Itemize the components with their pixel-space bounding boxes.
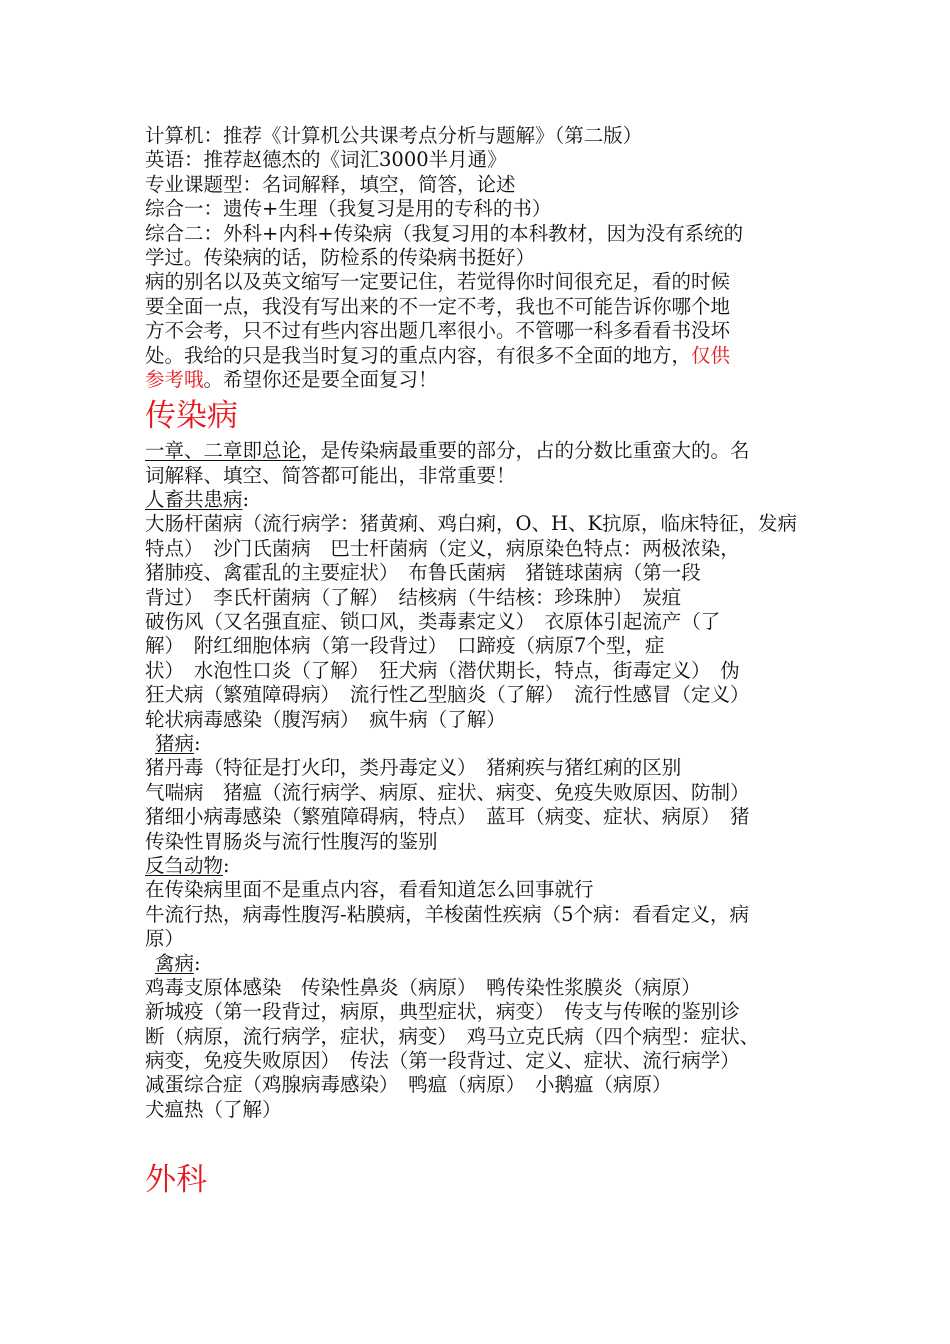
intro-line: 学过。传染病的话，防检系的传染病书挺好） xyxy=(145,245,536,269)
subheading-label: 禽病 xyxy=(155,951,195,975)
subheading-poultry xyxy=(145,952,810,976)
overview-line xyxy=(145,439,810,463)
intro-block xyxy=(145,124,810,392)
intro-line: 方不会考，只不过有些内容出题几率很小。不管哪一科多看看书没坏 xyxy=(145,319,731,343)
subheading-colon: : xyxy=(223,853,230,877)
list-line: 新城疫（第一段背过，病原，典型症状，病变） 传支与传喉的鉴别诊 xyxy=(145,1000,740,1024)
intro-text: 处。我给的只是我当时复习的重点内容，有很多不全面的地方， xyxy=(145,343,692,367)
list-line: 猪丹毒（特征是打火印，类丹毒定义） 猪痢疾与猪红痢的区别 xyxy=(145,756,682,780)
subheading-label: 猪病 xyxy=(155,731,195,755)
intro-line: 病的别名以及英文缩写一定要记住，若觉得你时间很充足，看的时候 xyxy=(145,270,731,294)
intro-line xyxy=(145,368,810,392)
intro-line: 综合一：遗传+生理（我复习是用的专科的书） xyxy=(145,197,552,221)
intro-text: 。希望你还是要全面复习！ xyxy=(203,367,438,391)
intro-highlight: 仅供 xyxy=(691,343,731,367)
subheading-colon: : xyxy=(194,731,201,755)
intro-line xyxy=(145,344,810,368)
list-line: 牛流行热，病毒性腹泻-粘膜病，羊梭菌性疾病（5个病：看看定义，病 xyxy=(145,902,749,926)
subheading-swine xyxy=(145,732,810,756)
zoonoses-block xyxy=(145,488,810,732)
swine-block xyxy=(145,732,810,854)
list-line: 狂犬病（繁殖障碍病） 流行性乙型脑炎（了解） 流行性感冒（定义） xyxy=(145,683,750,707)
intro-line: 专业课题型：名词解释，填空，简答，论述 xyxy=(145,172,516,196)
overview-underlined: 一章、二章即总论 xyxy=(145,439,302,463)
list-line: 背过） 李氏杆菌病（了解） 结核病（牛结核：珍珠肿） 炭疽 xyxy=(145,585,682,609)
subheading-zoonoses xyxy=(145,488,810,512)
list-line: 断（病原，流行病学，症状，病变） 鸡马立克氏病（四个病型：症状、 xyxy=(145,1024,760,1048)
poultry-block xyxy=(145,952,810,1123)
list-line: 大肠杆菌病（流行病学：猪黄痢、鸡白痢，O、H、K抗原，临床特征，发病 xyxy=(145,512,798,536)
list-line: 特点） 沙门氏菌病 巴士杆菌病（定义，病原染色特点：两极浓染， xyxy=(145,536,740,560)
list-line: 在传染病里面不是重点内容，看看知道怎么回事就行 xyxy=(145,878,594,902)
subheading-colon: : xyxy=(194,951,201,975)
ruminant-block xyxy=(145,854,810,952)
intro-line: 要全面一点，我没有写出来的不一定不考，我也不可能告诉你哪个地 xyxy=(145,294,731,318)
overview-text: ，是传染病最重要的部分，占的分数比重蛮大的。名 xyxy=(301,439,750,463)
list-line: 鸡毒支原体感染 传染性鼻炎（病原） 鸭传染性浆膜炎（病原） xyxy=(145,975,701,999)
subheading-label: 反刍动物 xyxy=(145,853,224,877)
list-line: 解） 附红细胞体病（第一段背过） 口蹄疫（病原7个型，症 xyxy=(145,634,665,658)
section-title-surgery: 外科 xyxy=(145,1162,207,1199)
intro-line: 综合二：外科+内科+传染病（我复习用的本科教材，因为没有系统的 xyxy=(145,221,744,245)
list-line: 传染性胃肠炎与流行性腹泻的鉴别 xyxy=(145,829,438,853)
list-line: 状） 水泡性口炎（了解） 狂犬病（潜伏期长，特点，街毒定义） 伪 xyxy=(145,658,740,682)
list-line: 轮状病毒感染（腹泻病） 疯牛病（了解） xyxy=(145,707,506,731)
list-line: 病变，免疫失败原因） 传法（第一段背过、定义、症状、流行病学） xyxy=(145,1049,740,1073)
overview-block xyxy=(145,439,810,488)
intro-highlight: 参考哦 xyxy=(145,367,204,391)
list-line: 原） xyxy=(145,927,185,951)
list-line: 气喘病 猪瘟（流行病学、病原、症状、病变、免疫失败原因、防制） xyxy=(145,780,750,804)
list-line: 破伤风（又名强直症、锁口风，类毒素定义） 衣原体引起流产（了 xyxy=(145,610,721,634)
list-line: 猪细小病毒感染（繁殖障碍病，特点） 蓝耳（病变、症状、病原） 猪 xyxy=(145,805,750,829)
overview-line: 词解释、填空、简答都可能出，非常重要！ xyxy=(145,463,516,487)
list-line: 减蛋综合症（鸡腺病毒感染） 鸭瘟（病原） 小鹅瘟（病原） xyxy=(145,1073,672,1097)
document-page xyxy=(145,124,810,1200)
subheading-colon: : xyxy=(242,488,250,512)
subheading-label: 人畜共患病 xyxy=(145,488,243,512)
intro-line: 英语：推荐赵德杰的《词汇3000半月通》 xyxy=(145,148,507,172)
list-line: 犬瘟热（了解） xyxy=(145,1097,282,1121)
section-title-infectious-diseases: 传染病 xyxy=(145,398,238,435)
subheading-ruminant xyxy=(145,854,810,878)
intro-line: 计算机：推荐《计算机公共课考点分析与题解》（第二版） xyxy=(145,124,643,147)
list-line: 猪肺疫、禽霍乱的主要症状） 布鲁氏菌病 猪链球菌病（第一段 xyxy=(145,561,701,585)
